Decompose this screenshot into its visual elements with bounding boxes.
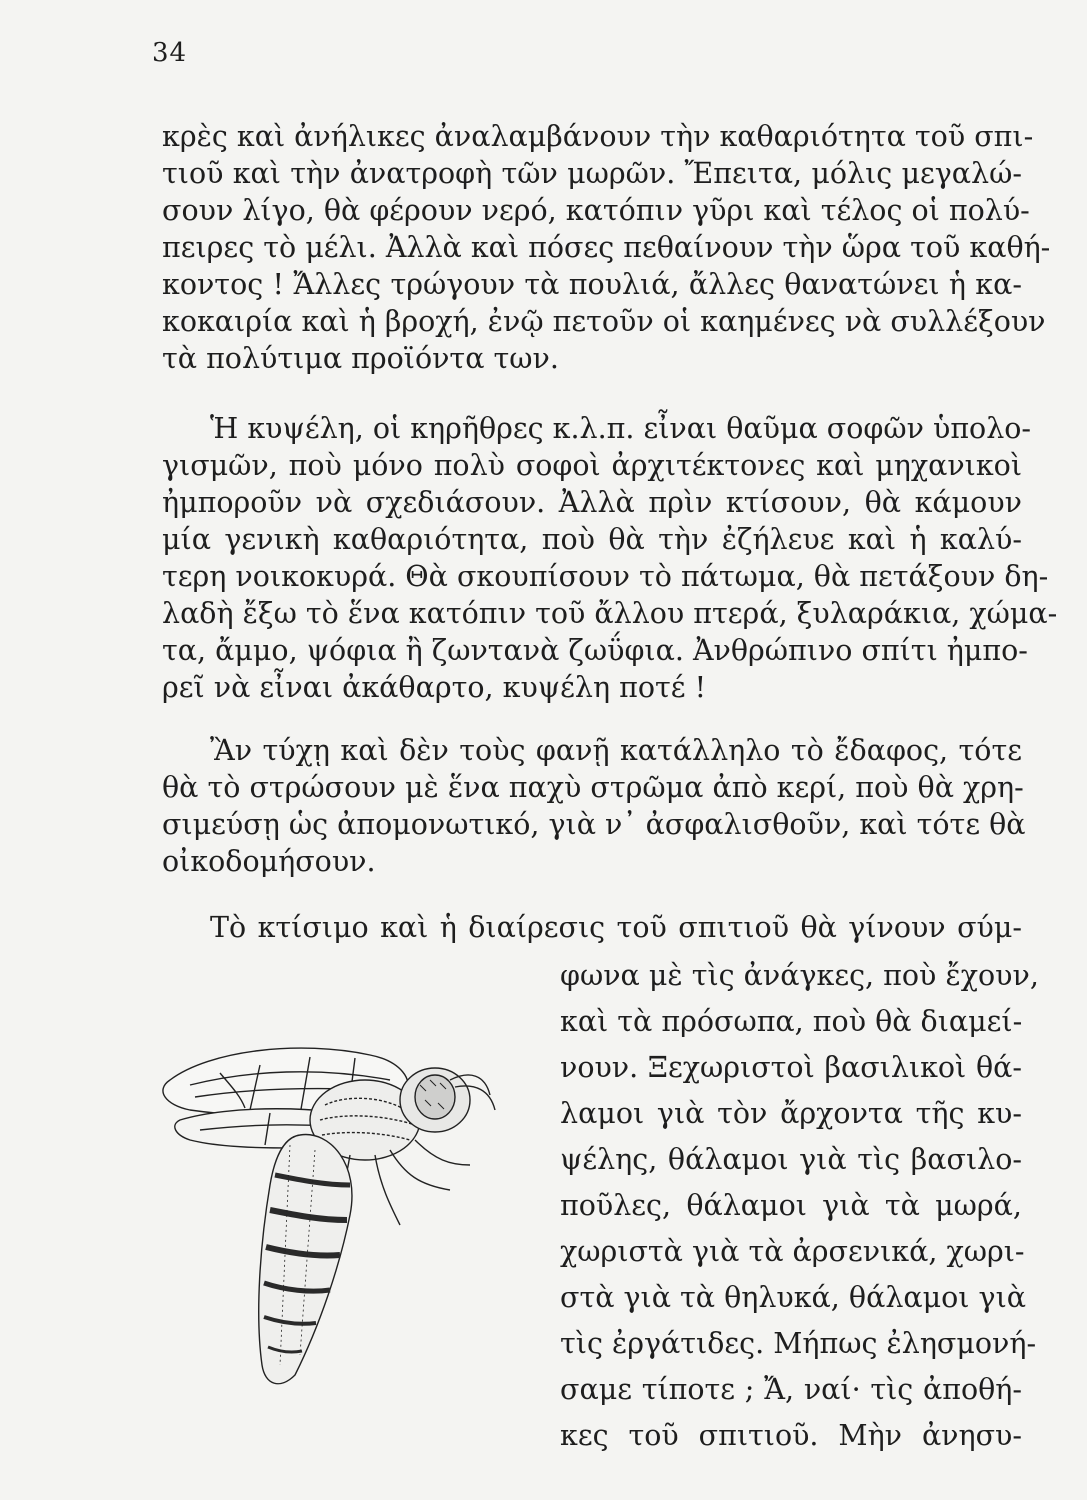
text-line: τὰ πολύτιμα προϊόντα των. <box>162 342 559 375</box>
text-line: μία γενικὴ καθαριότητα, ποὺ θὰ τὴν ἐζήλευε καὶ ἡ καλύ- <box>162 523 1022 556</box>
text-line: σαμε τίποτε ; Ἄ, ναί· τὶς ἀποθή- <box>560 1373 1022 1406</box>
text-line: ἠμποροῦν νὰ σχεδιάσουν. Ἀλλὰ πρὶν κτίσουν, θὰ κάμουν <box>162 486 1022 519</box>
text-line: ποῦλες, θάλαμοι γιὰ τὰ μωρά, <box>560 1189 1022 1222</box>
text-line: νουν. Ξεχωριστοὶ βασιλικοὶ θά- <box>560 1051 1022 1084</box>
text-line: κρὲς καὶ ἀνήλικες ἀναλαμβάνουν τὴν καθαριότητα τοῦ σπι- <box>162 120 1034 153</box>
text-line: Ἡ κυψέλη, οἱ κηρῆθρες κ.λ.π. εἶναι θαῦμα σοφῶν ὑπολο- <box>210 412 1032 445</box>
text-line: γισμῶν, ποὺ μόνο πολὺ σοφοὶ ἀρχιτέκτονες καὶ μηχανικοὶ <box>162 449 1022 482</box>
text-line: θὰ τὸ στρώσουν μὲ ἕνα παχὺ στρῶμα ἀπὸ κερί, ποὺ θὰ χρη- <box>162 771 1024 804</box>
text-line: πειρες τὸ μέλι. Ἀλλὰ καὶ πόσες πεθαίνουν τὴν ὥρα τοῦ καθή- <box>162 231 1051 264</box>
bee-illustration <box>150 1025 550 1415</box>
text-line: σιμεύσῃ ὡς ἀπομονωτικό, γιὰ ν᾿ ἀσφαλισθοῦν, καὶ τότε θὰ <box>162 808 1026 841</box>
text-line: ψέλης, θάλαμοι γιὰ τὶς βασιλο- <box>560 1143 1022 1176</box>
text-line: κοντος ! Ἄλλες τρώγουν τὰ πουλιά, ἄλλες θανατώνει ἡ κα- <box>162 268 1022 301</box>
bee-engraving <box>163 1048 495 1384</box>
text-line: κοκαιρία καὶ ἡ βροχή, ἐνῷ πετοῦν οἱ καημένες νὰ συλλέξουν <box>162 305 1046 338</box>
text-line: κες τοῦ σπιτιοῦ. Μὴν ἀνησυ- <box>560 1419 1022 1452</box>
text-line: Ἂν τύχῃ καὶ δὲν τοὺς φανῇ κατάλληλο τὸ ἔδαφος, τότε <box>210 734 1022 767</box>
text-line: οἰκοδομήσουν. <box>162 845 376 878</box>
text-line: σουν λίγο, θὰ φέρουν νερό, κατόπιν γῦρι καὶ τέλος οἱ πολύ- <box>162 194 1030 227</box>
text-line: χωριστὰ γιὰ τὰ ἀρσενικά, χωρι- <box>560 1235 1025 1268</box>
text-line: τιοῦ καὶ τὴν ἀνατροφὴ τῶν μωρῶν. Ἔπειτα, μόλις μεγαλώ- <box>162 157 1022 190</box>
text-line: στὰ γιὰ τὰ θηλυκά, θάλαμοι γιὰ <box>560 1281 1026 1314</box>
text-line: λαδὴ ἔξω τὸ ἕνα κατόπιν τοῦ ἄλλου πτερά, ξυλαράκια, χώμα- <box>162 597 1058 630</box>
page-number: 34 <box>152 38 188 68</box>
text-line: τὶς ἐργάτιδες. Μήπως ἐλησμονή- <box>560 1327 1037 1360</box>
text-line: Τὸ κτίσιμο καὶ ἡ διαίρεσις τοῦ σπιτιοῦ θὰ γίνουν σύμ- <box>210 911 1022 944</box>
text-line: φωνα μὲ τὶς ἀνάγκες, ποὺ ἔχουν, <box>560 959 1039 992</box>
text-line: ρεῖ νὰ εἶναι ἀκάθαρτο, κυψέλη ποτέ ! <box>162 671 707 704</box>
text-line: καὶ τὰ πρόσωπα, ποὺ θὰ διαμεί- <box>560 1005 1023 1038</box>
text-line: τερη νοικοκυρά. Θὰ σκουπίσουν τὸ πάτωμα, θὰ πετάξουν δη- <box>162 560 1049 593</box>
text-line: τα, ἄμμο, ψόφια ἢ ζωντανὰ ζωΰφια. Ἀνθρώπινο σπίτι ἠμπο- <box>162 634 1028 667</box>
text-line: λαμοι γιὰ τὸν ἄρχοντα τῆς κυ- <box>560 1097 1022 1130</box>
